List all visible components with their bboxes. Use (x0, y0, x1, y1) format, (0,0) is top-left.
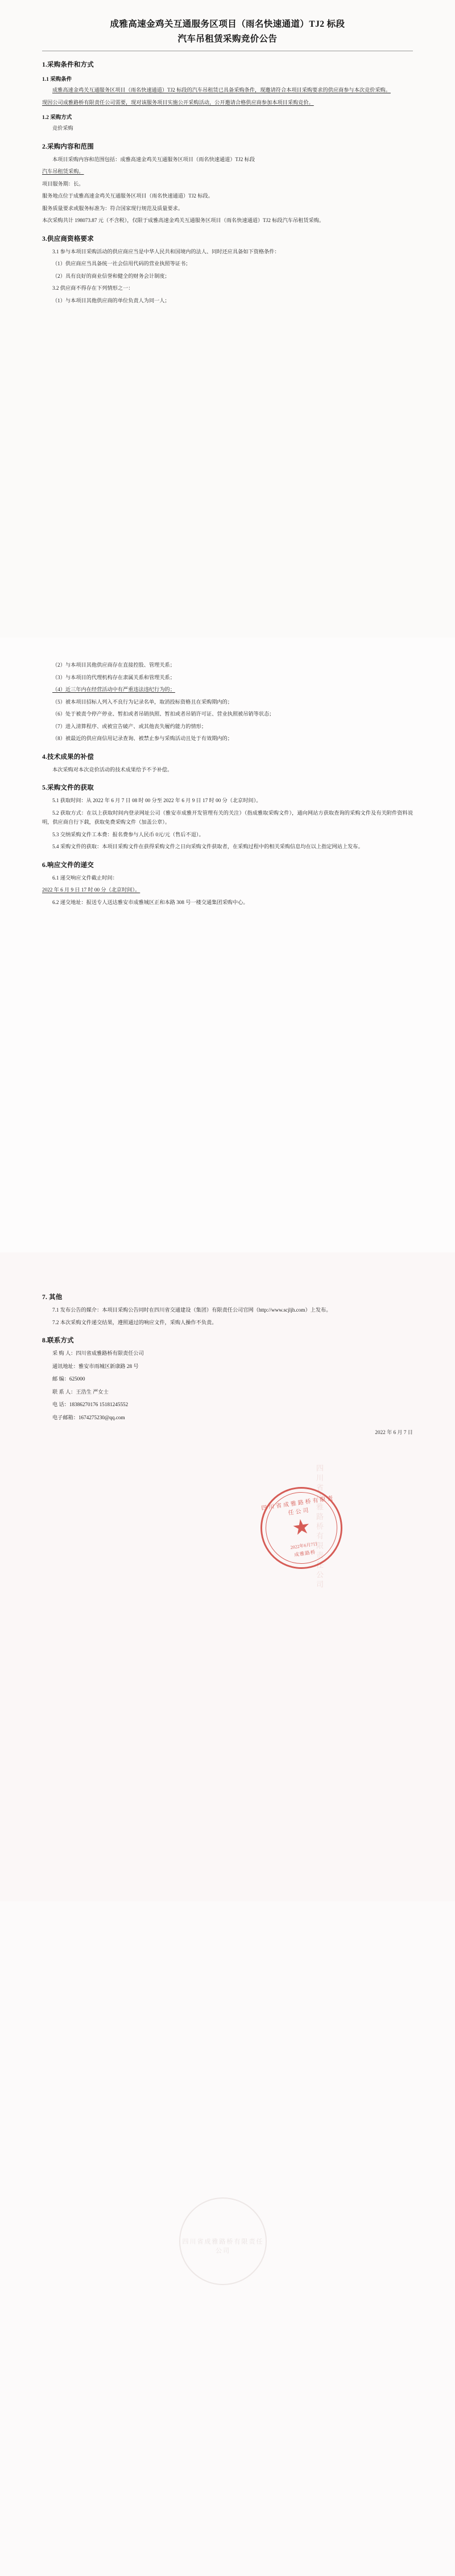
section-3-paragraph-11: （7）进入清算程序、或被宣告破产、或其他丧失履约能力的情形； (52, 723, 207, 729)
contact-label-address: 通讯地址： (52, 1363, 78, 1369)
subsection-heading-1-1: 1.1 采购条件 (42, 77, 72, 83)
document-page-3 (0, 1252, 455, 1901)
section-heading-5: 5.采购文件的获取 (42, 784, 94, 791)
section-2-paragraph-2: 汽车吊租赁采购。 (42, 169, 84, 174)
section-3-paragraph-1: 3.1 参与本项目采购活动的供应商应当是中华人民共和国境内的法人、同时还应具备如下资格条件： (52, 248, 280, 254)
contact-row-person (42, 1387, 413, 1397)
section-3-paragraph-5: （1）与本项目其他供应商的单位负责人为同一人； (52, 297, 170, 303)
section-3-paragraph-2: （1）供应商应当具备统一社会信用代码的营业执照等证书； (52, 261, 191, 266)
section-3-paragraph-7: （3）与本项目的代理机构存在隶属关系和管理关系； (52, 674, 175, 680)
section-6-paragraph-2 (42, 885, 413, 895)
doc-title-line-2: 汽车吊租赁采购竞价公告 (177, 34, 278, 44)
section-6-paragraph-1: 6.1 递交响应文件截止时间： (52, 874, 118, 881)
section-2-paragraph-4: 服务地点位于成雅高速金鸡关互通服务区项目（雨名快速通道）TJ2 标段。 (42, 193, 213, 199)
section-3-paragraph-12: （8）被最近的供应商信用记录查询、被禁止参与采购活动且处于有效期内的； (52, 736, 233, 741)
document-page-1 (0, 0, 455, 638)
section-heading-4: 4.技术成果的补偿 (42, 753, 94, 761)
section-heading-6: 6.响应文件的递交 (42, 861, 94, 869)
seal-star-icon: ★ (291, 1517, 312, 1538)
section-6-paragraph-3: 6.2 递交地址：报送专人送达雅安市成雅城区正和本路 308 号一楼交通集团采购中心。 (52, 899, 249, 905)
section-2-text-1: 本项目采购内容和范围包括：成雅高速金鸡关互通服务区项目（雨名快速通道）TJ2 标段 (52, 156, 255, 162)
section-5-paragraph-1: 5.1 获取时间：从 2022 年 6 月 7 日 08 时 00 分至 2022 年 6 月 9 日 17 时 00 分（北京时间）。 (52, 798, 262, 803)
section-2-paragraph-3: 项目服务期：长。 (42, 180, 84, 187)
section-heading-8: 8.联系方式 (42, 1337, 74, 1344)
section-7-paragraph-2: 7.2 本次采购文件递交结果，遵照通过的响应文件，采购人操作不负责。 (52, 1319, 217, 1325)
section-heading-3: 3.供应商资格要求 (42, 235, 94, 243)
section-heading-2: 2.采购内容和范围 (42, 143, 94, 150)
contact-value-phone: 18386270176 15181245552 (69, 1402, 129, 1407)
seal-company-text: 四川省成雅路桥有限责任公司 (260, 1495, 336, 1517)
section-2-paragraph-1 (42, 155, 413, 165)
seal-date-text: 2022年6月7日 (289, 1541, 318, 1550)
page-watermark-circle (179, 2197, 267, 2285)
section-3-paragraph-10: （6）处于被责令停产停业、暂扣或者吊销执照、暂扣或者吊销许可证、营业执照被吊销等状态； (52, 711, 275, 717)
document-page-2 (0, 638, 455, 1252)
contact-value-purchaser: 四川省成雅路桥有限责任公司 (76, 1350, 144, 1356)
section-2-paragraph-6: 本次采购共计 198073.87 元（不含税），仅限于成雅高速金鸡关互通服务区项目（雨名快速通道）TJ2 标段汽车吊租赁采购。 (42, 217, 325, 223)
section-3-paragraph-8 (42, 685, 413, 695)
page-title (42, 17, 413, 51)
section-1-1-paragraph-1: 成雅高速金鸡关互通服务区项目（雨名快速通道）TJ2 标段的汽车吊租赁已具备采购条件，现邀请符合本项目采购要求的供应商参与本次竞价采购。 (52, 87, 391, 93)
section-1-1-paragraph-2: 现因公司成雅路桥有限责任公司需要，现对该服务项目实施公开采购活动，公开邀请合格供应商参加本项目采购竞价。 (42, 99, 314, 105)
contact-block (42, 1349, 413, 1422)
section-5-paragraph-4: 5.4 采购文件的获取：本项目采购文件在获得采购文件之日向采购文件获取者，在采购过程中的相关采购信息均在以上指定网站上发布。 (52, 844, 363, 849)
section-3-paragraph-3: （2）具有良好的商业信誉和健全的财务会计制度； (52, 273, 170, 279)
official-seal-stamp (255, 1482, 348, 1575)
contact-value-zip: 625000 (69, 1376, 85, 1382)
section-3-paragraph-4: 3.2 供应商不得存在下列情形之一： (52, 285, 134, 291)
contact-row-zip (42, 1374, 413, 1384)
section-5-paragraph-2: 5.2 获取方式：在以上获取时间内登录网址公司（雅安市成雅开发管理有关的关注）（指成雅取采购文件），通向网站方获取查询的采购文件及有关附件资料说明，供应商自行下载，获取免费采购文件（加盖公章）。 (42, 810, 413, 825)
contact-row-address (42, 1362, 413, 1371)
subsection-heading-1-2: 1.2 采购方式 (42, 115, 72, 121)
document-page-4 (0, 1901, 455, 2576)
seal-watermark-vertical: 四川省成雅路桥有限责任公司 (315, 1464, 324, 1590)
contact-label-purchaser: 采 购 人： (52, 1350, 76, 1356)
section-7-paragraph-1: 7.1 发布公告的媒介：本项目采购公告同时在四川省交通建设（集团）有限责任公司官网（http://www.scjljh.com）上发布。 (52, 1307, 332, 1313)
signature-date: 2022 年 6 月 7 日 (375, 1429, 413, 1435)
contact-value-address: 雅安市雨城区新康路 28 号 (78, 1363, 139, 1369)
section-2-paragraph-5: 服务质量要求或服务标准为：符合国家现行规范及质量要求。 (42, 205, 184, 211)
contact-value-person: 王浩生 严女士 (76, 1388, 109, 1395)
contact-row-email (42, 1413, 413, 1423)
doc-title-line-1: 成雅高速金鸡关互通服务区项目（雨名快速通道）TJ2 标段 (110, 19, 345, 29)
section-heading-7: 7. 其他 (42, 1294, 63, 1301)
contact-label-email: 电子邮箱： (52, 1414, 78, 1420)
contact-value-email: 1674275230@qq.com (78, 1414, 125, 1420)
section-3-paragraph-9: （5）被本项目招标人列入不良行为记录名单，取消投标资格且在采购期内的； (52, 699, 233, 705)
section-4-paragraph-1: 本次采购对本次竞价活动的技术成果给予不予补偿。 (52, 766, 173, 773)
contact-label-person: 联 系 人： (52, 1388, 76, 1395)
page-watermark-text: 四川省成雅路桥有限责任公司 (182, 2238, 264, 2254)
section-6-text-2: 2022 年 6 月 9 日 17 时 00 分（北京时间）。 (42, 887, 140, 893)
seal-bottom-text: 成雅路桥 (293, 1548, 316, 1558)
section-heading-1: 1.采购条件和方式 (42, 61, 94, 68)
section-3-paragraph-6: （2）与本项目其他供应商存在直接控股、管理关系； (52, 662, 175, 668)
section-1-2-paragraph-1: 竞价采购 (52, 125, 73, 131)
section-5-paragraph-3: 5.3 交纳采购文件工本费：报名费参与人民币 0元/元（售后不退）。 (52, 831, 204, 837)
contact-label-zip: 邮 编： (52, 1376, 69, 1382)
contact-row-purchaser (42, 1349, 413, 1358)
contact-label-phone: 电 话： (52, 1402, 69, 1407)
contact-row-phone (42, 1400, 413, 1410)
section-3-text-8: （4）近三年内在经营活动中有严重违法违纪行为的； (52, 687, 175, 692)
